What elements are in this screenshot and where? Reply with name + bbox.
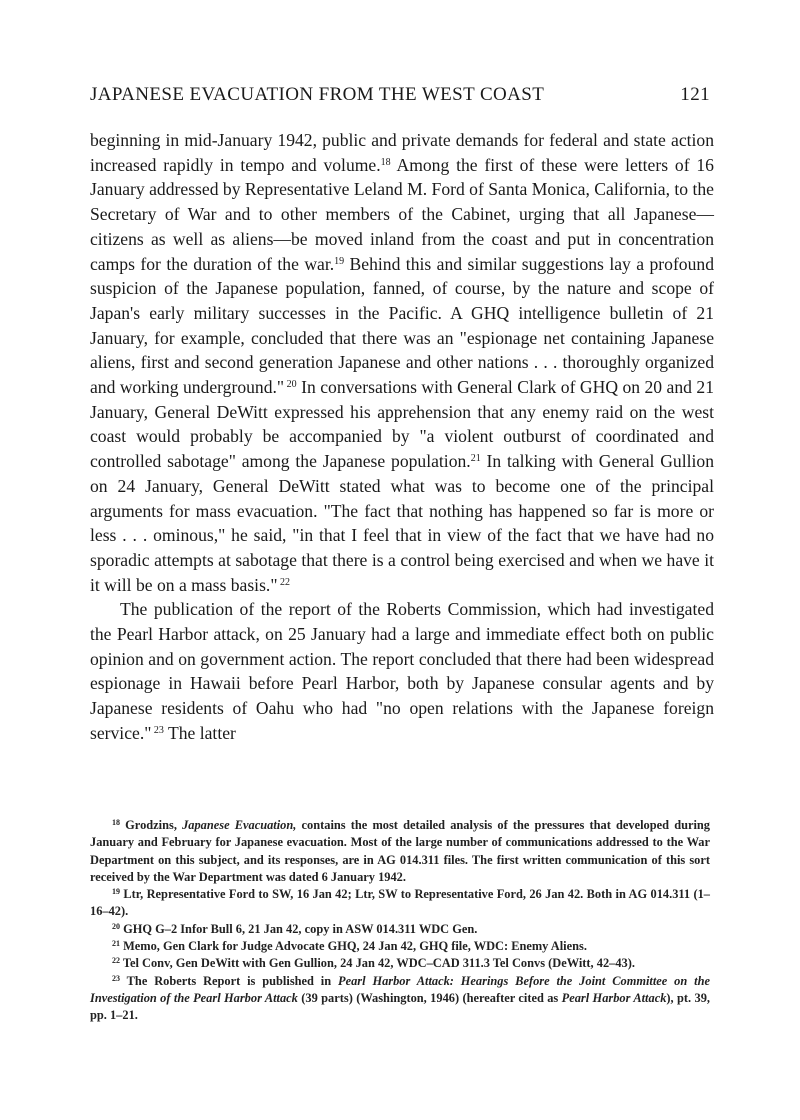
text-run: Grodzins, [120, 818, 183, 832]
text-run: Behind this and similar suggestions lay a profound suspicion of the Japanese population, fanned, of course, by the nature and scope of Japan's early military successes in the Pacific. A GHQ intelligence bulletin of 21 January, for example, concluded that there was an "espionage net containing Japanese aliens, first and second generation Japanese and other nations . . . thoroughly organized and working underground." [90, 253, 714, 398]
text-run: beginning in mid-January 1942, public and private demands for federal and state action increased rapidly in tempo and volume. [90, 130, 714, 175]
text-run: GHQ G–2 Infor Bull 6, 21 Jan 42, copy in ASW 014.311 WDC Gen. [120, 921, 478, 936]
footnote-number: 23 [112, 973, 120, 983]
footnote-23 [90, 973, 710, 1025]
text-run: Memo, Gen Clark for Judge Advocate GHQ, 24 Jan 42, GHQ file, WDC: Enemy Aliens. [120, 939, 587, 954]
footnote-20 [90, 921, 710, 938]
text-run: ), pt. 39, pp. 1–21. [90, 990, 711, 1023]
footnotes [90, 817, 710, 1025]
work-title: Japanese Evacuation, [182, 818, 297, 832]
footnote-ref-19: 19 [334, 255, 345, 267]
text-run: The latter [163, 722, 236, 743]
paragraph-1 [90, 128, 714, 597]
body-text [90, 128, 714, 746]
footnote-ref-23: 23 [151, 724, 164, 736]
footnote-21 [90, 938, 710, 955]
footnote-ref-18: 18 [380, 156, 391, 168]
running-header [90, 84, 710, 106]
work-title: Pearl Harbor Attack [561, 990, 667, 1005]
footnote-19 [90, 886, 710, 921]
text-run: (39 parts) (Washington, 1946) (hereafter cited as [297, 990, 562, 1005]
text-run: The publication of the report of the Roberts Commission, which had investigated the Pearl Harbor attack, on 25 January had a large and immediate effect both on public opinion and on government action. The report concluded that there had been widespread espionage in Hawaii before Pearl Harbor, both by Japanese consular agents and by Japanese residents of Oahu who had "no open relations with the Japanese foreign service." [90, 599, 714, 743]
paragraph-2 [90, 597, 714, 745]
work-title: Pearl Harbor Attack: Hearings Before the Joint Committee on the Investigation of the Pearl Harbor Attack [90, 973, 710, 1005]
footnote-number: 21 [112, 939, 120, 949]
footnote-number: 22 [112, 956, 120, 966]
text-run: The Roberts Report is published in [120, 973, 339, 988]
footnote-ref-20: 20 [284, 379, 297, 391]
footnote-ref-21: 21 [470, 453, 481, 465]
text-run: In talking with General Gullion on 24 January, General DeWitt stated what was to become one of the principal arguments for mass evacuation. "The fact that nothing has happened so far is more or less . . . ominous," he said, "in that I feel that in view of the fact that we have had no sporadic attempts at sabotage that there is a control being exercised and when we have it it will be on a mass basis." [90, 451, 714, 595]
footnote-number: 20 [112, 921, 120, 931]
text-run: contains the most detailed analysis of the pressures that developed during January and February for Japanese evacuation. Most of the large number of communications addressed to the War Department on this subject, and its responses, are in AG 014.311 files. The first written communication of this sort received by the War Department was dated 6 January 1942. [90, 818, 711, 884]
page-number: 121 [680, 84, 710, 105]
running-title: JAPANESE EVACUATION FROM THE WEST COAST [90, 84, 545, 105]
footnote-number: 19 [112, 887, 120, 897]
footnote-number: 18 [112, 818, 120, 827]
footnote-18 [90, 817, 710, 886]
text-run: Tel Conv, Gen DeWitt with Gen Gullion, 24 Jan 42, WDC–CAD 311.3 Tel Convs (DeWitt, 42–43). [120, 956, 635, 971]
footnote-22 [90, 955, 710, 972]
text-run: In conversations with General Clark of GHQ on 20 and 21 January, General DeWitt expressed his apprehension that any enemy raid on the west coast would probably be accompanied by "a violent outburst of coordinated and controlled sabotage" among the Japanese population. [90, 377, 715, 472]
footnote-ref-22: 22 [277, 576, 291, 588]
text-run: Among the first of these were letters of 16 January addressed by Representative Leland M. Ford of Santa Monica, California, to the Secretary of War and to other members of the Cabinet, urging that all Japanese—citizens as well as aliens—be moved inland from the coast and put in concentration camps for the duration of the war. [90, 154, 714, 274]
text-run: Ltr, Representative Ford to SW, 16 Jan 42; Ltr, SW to Representative Ford, 26 Jan 42. Both in AG 014.311 (1–16–42). [90, 887, 710, 919]
